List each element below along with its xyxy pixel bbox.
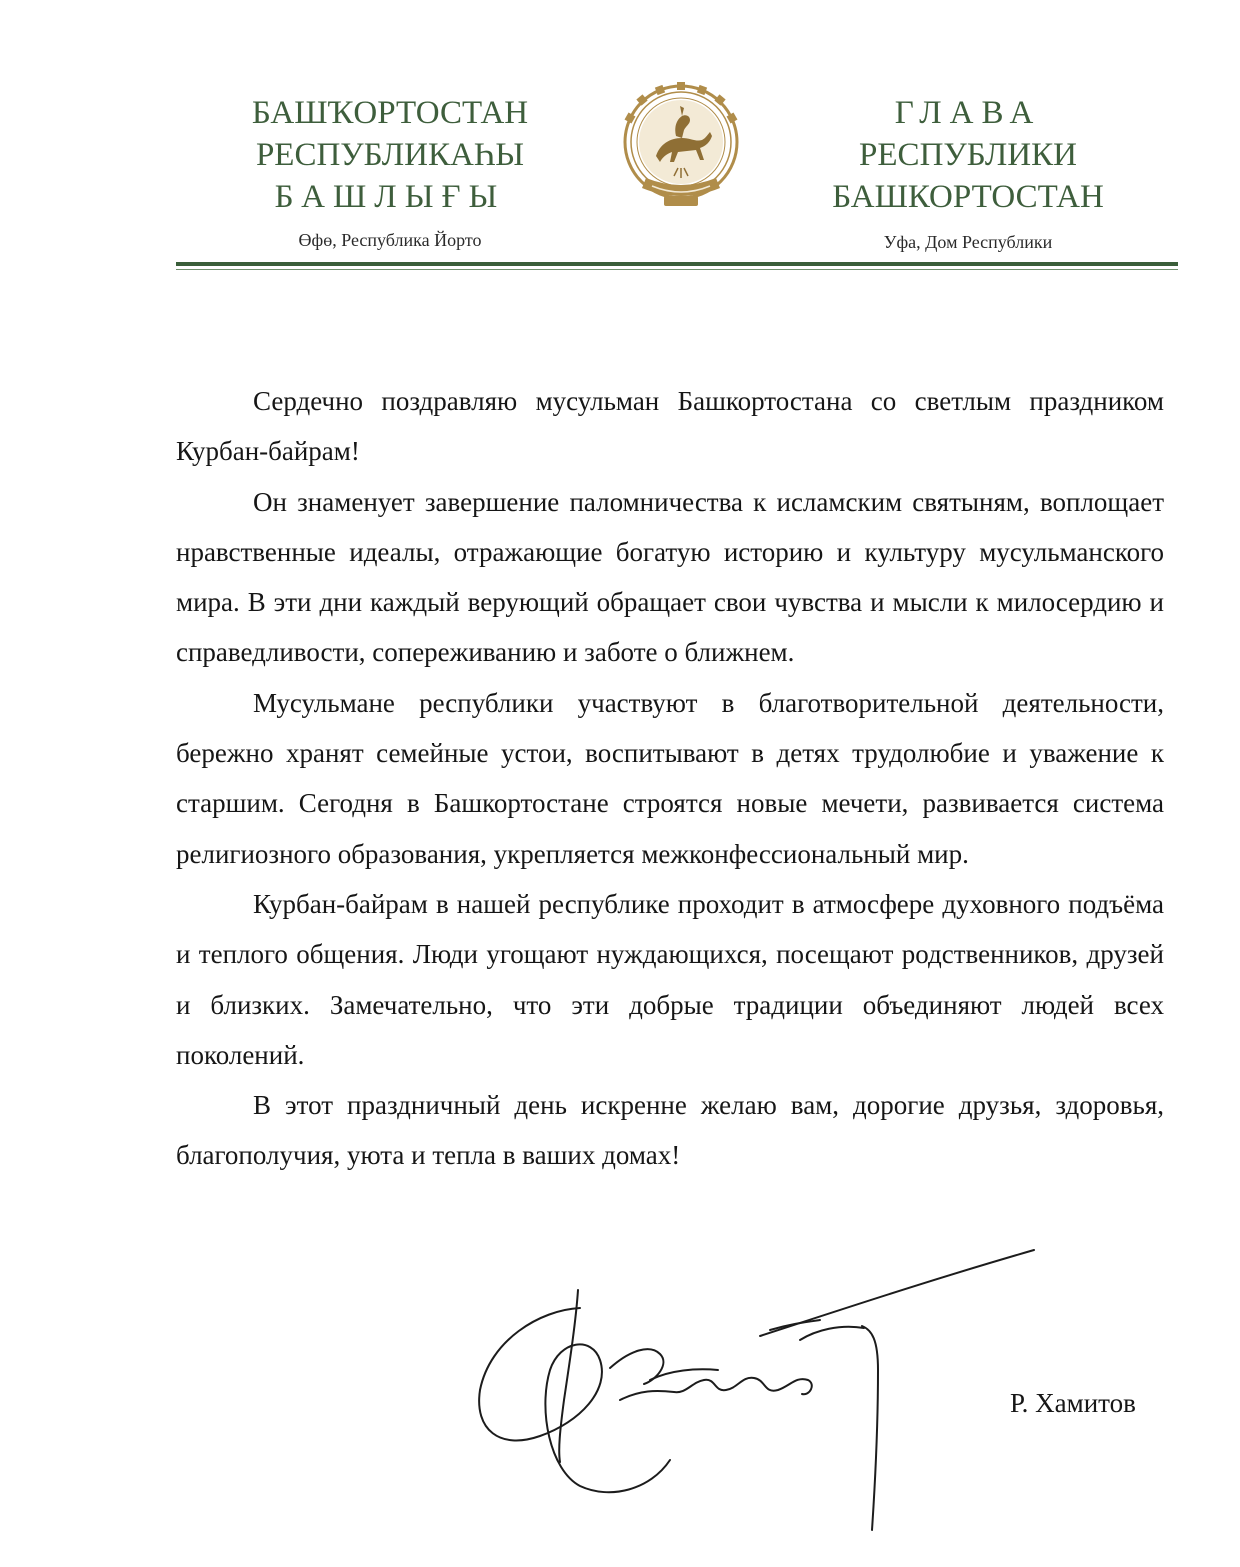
signer-name: Р. Хамитов	[1010, 1388, 1136, 1418]
header-bashkir-line3: БАШЛЫҒЫ	[274, 179, 506, 215]
header-russian	[808, 92, 1128, 253]
letter-body	[176, 376, 1164, 1181]
header-bashkir-line2: РЕСПУБЛИКАҺЫ	[255, 137, 525, 173]
header-russian-line1: ГЛАВА	[894, 95, 1042, 131]
paragraph-2: Он знаменует завершение паломничества к исламским святыням, воплощает нравственные идеалы, отражающие богатую историю и культуру мусульманского мира. В эти дни каждый верующий обращает свои чувства и мысли к милосердию и справедливости, сопереживанию и заботе о ближнем.	[176, 486, 1164, 668]
header-bashkir-line1: БАШҠОРТОСТАН	[251, 95, 529, 131]
paragraph-4: Курбан-байрам в нашей республике проходит в атмосфере духовного подъёма и теплого общения. Люди угощают нуждающихся, посещают родственников, друзей и близких. Замечательно, что эти добрые традиции объединяют людей всех поколений.	[176, 888, 1164, 1070]
header-russian-address: Уфа, Дом Республики	[883, 232, 1053, 252]
paragraph-1: Сердечно поздравляю мусульман Башкортостана со светлым праздником Курбан-байрам!	[176, 386, 1164, 467]
header-bashkir	[230, 92, 550, 251]
signature-icon	[460, 1240, 1050, 1540]
header-russian-line3: БАШКОРТОСТАН	[832, 179, 1104, 215]
header-bashkir-address: Өфө, Республика Йорто	[298, 230, 482, 250]
header-divider-thin	[176, 269, 1178, 270]
coat-of-arms-icon	[616, 82, 746, 214]
header-russian-line2: РЕСПУБЛИКИ	[859, 137, 1077, 173]
header-divider	[176, 262, 1178, 266]
paragraph-3: Мусульмане республики участвуют в благотворительной деятельности, бережно хранят семейные устои, воспитывают в детях трудолюбие и уважение к старшим. Сегодня в Башкортостане строятся новые мечети, развивается система религиозного образования, укрепляется межконфессиональный мир.	[176, 687, 1164, 869]
paragraph-5: В этот праздничный день искренне желаю вам, дорогие друзья, здоровья, благополучия, уюта и тепла в ваших домах!	[176, 1090, 1164, 1171]
